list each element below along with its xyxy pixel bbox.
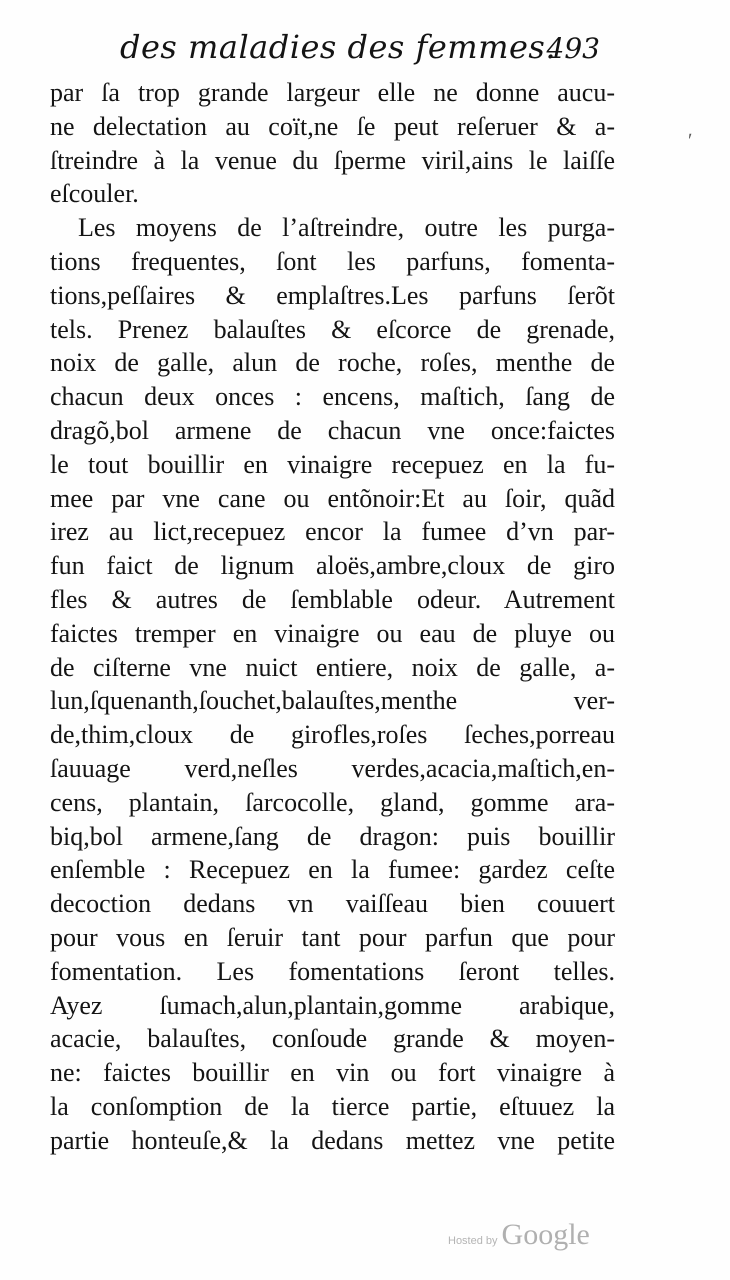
text-line: eſcouler. [50,179,139,209]
text-line: de,thim,cloux de girofles,roſes ſeches,porreau [50,720,615,750]
hosted-by-label: Hosted by [448,1235,498,1247]
text-line: par ſa trop grande largeur elle ne donne aucu- [50,78,615,107]
text-line: decoction dedans vn vaiſſeau bien couuert [50,889,615,919]
running-title: des maladies des femmes. [120,28,557,66]
text-line: fun faict de lignum aloës,ambre,cloux de giro [50,551,615,581]
text-line: irez au lict,recepuez encor la fumee d’vn par- [50,517,615,547]
text-line: le tout bouillir en vinaigre recepuez en la fu- [50,449,615,479]
text-line: pour vous en ſeruir tant pour parfun que pour [50,922,615,952]
text-line: cens, plantain, ſarcocolle, gland, gomme ara- [50,787,615,817]
text-line: tions frequentes, ſont les parfuns, fomenta- [50,246,615,276]
text-line: tions,peſſaires & emplaſtres.Les parfuns ſerõt [50,280,615,310]
text-line: Ayez ſumach,alun,plantain,gomme arabique, [50,990,615,1020]
text-line: ne delectation au coït,ne ſe peut reſeruer & a- [50,111,615,141]
text-line: Les moyens de l’aſtreindre, outre les purga- [78,213,615,243]
text-line: fles & autres de ſemblable odeur. Autrement [50,584,615,614]
text-line: noix de galle, alun de roche, roſes, menthe de [50,348,615,378]
text-line: la conſomption de la tierce partie, eſtuuez la [50,1091,615,1121]
text-line: mee par vne cane ou entõnoir:Et au ſoir, quãd [50,483,615,513]
text-line: de ciſterne vne nuict entiere, noix de galle, a- [50,652,615,682]
margin-mark: ʹ [688,130,693,152]
google-logo: Google [501,1218,590,1251]
page-number: 493 [546,32,600,65]
text-line: dragõ,bol armene de chacun vne once:faictes [50,415,615,445]
text-line: ſtreindre à la venue du ſperme viril,ains le laiſſe [50,145,615,175]
text-line: partie honteuſe,& la dedans mettez vne petite [50,1125,615,1155]
text-line: tels. Prenez balauſtes & eſcorce de grenade, [50,314,615,344]
text-line: ne: faictes bouillir en vin ou fort vinaigre à [50,1058,615,1088]
running-head [120,22,600,72]
text-line: ſauuage verd,neſles verdes,acacia,maſtich,en- [50,753,615,783]
text-line: lun,ſquenanth,ſouchet,balauſtes,menthe ver- [50,686,615,716]
text-line: enſemble : Recepuez en la fumee: gardez ceſte [50,855,615,885]
hosted-by-watermark [448,1218,590,1252]
text-line: faictes tremper en vinaigre ou eau de pluye ou [50,618,615,648]
text-line: fomentation. Les fomentations ſeront telles. [50,956,615,986]
text-line: biq,bol armene,ſang de dragon: puis bouillir [50,821,615,851]
text-line: acacie, balauſtes, conſoude grande & moyen- [50,1024,615,1054]
text-line: chacun deux onces : encens, maſtich, ſang de [50,382,615,412]
body-text [50,76,615,1158]
